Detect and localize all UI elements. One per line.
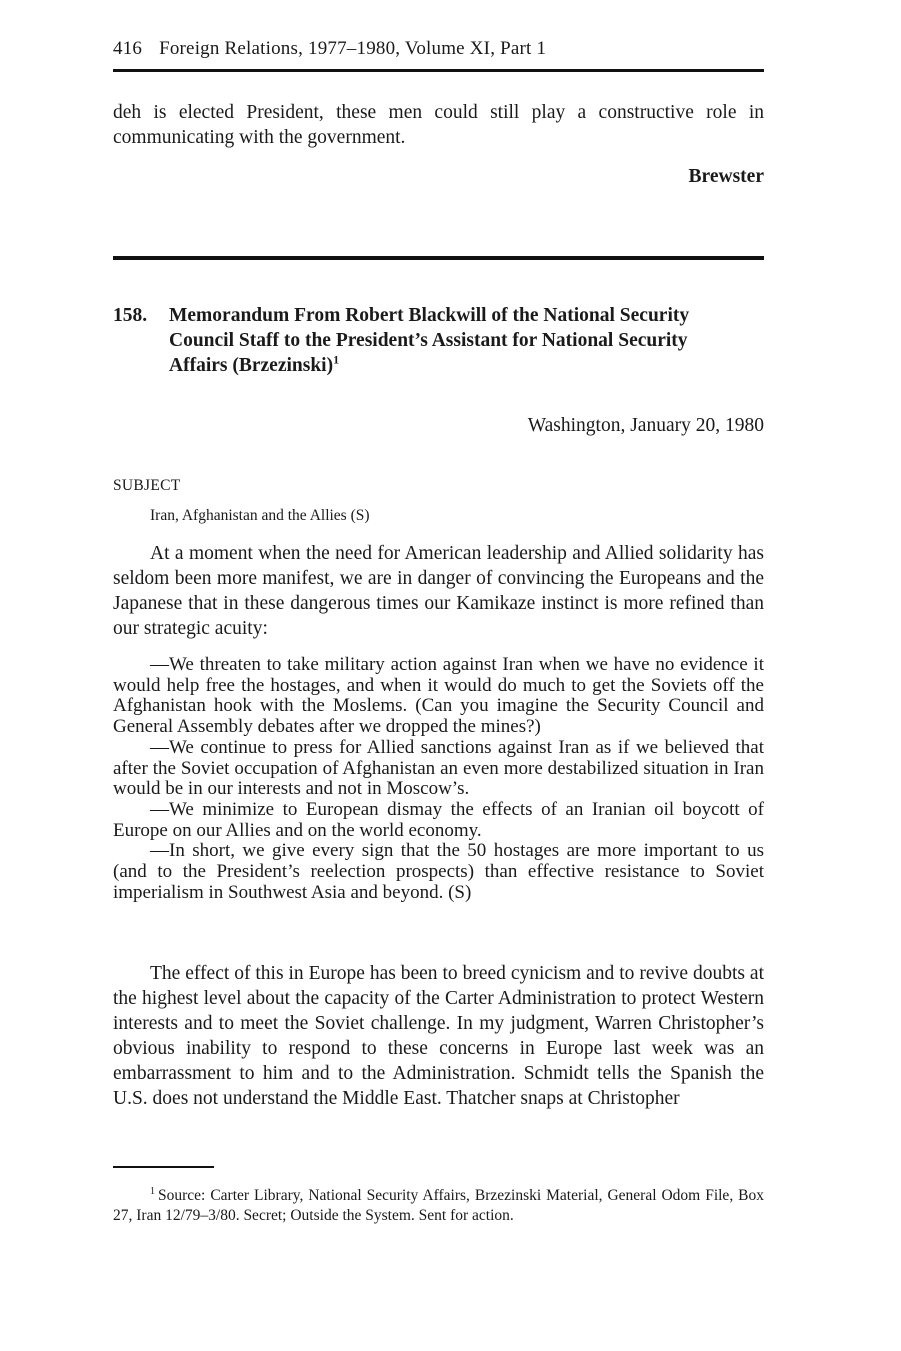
page-number: 416 [113, 38, 143, 59]
header-rule [113, 69, 764, 72]
document-heading [113, 303, 764, 378]
footnote-rule [113, 1166, 214, 1168]
previous-doc-closing-text: deh is elected President, these men could still play a constructive role in communicating with the government. [113, 102, 764, 148]
running-head [113, 38, 764, 60]
subject-text: Iran, Afghanistan and the Allies (S) [150, 507, 370, 524]
document-number: 158. [113, 305, 148, 326]
footnote [113, 1186, 764, 1226]
document-title: Memorandum From Robert Blackwill of the National Security Council Staff to the President’s Assistant for National Security Affairs (Brzezinski) [169, 305, 690, 376]
document-separator-rule [113, 256, 764, 260]
dateline: Washington, January 20, 1980 [527, 415, 764, 436]
body-paragraph-2: The effect of this in Europe has been to breed cynicism and to revive doubts at the highest level about the capacity of the Carter Administration to protect Western interests and to meet the Soviet challenge. In my judgment, Warren Christopher’s obvious inability to respond to these concerns in Europe last week was an embarrassment to him and to the Administration. Schmidt tells the Spanish the U.S. does not understand the Middle East. Thatcher snaps at Christopher [113, 963, 764, 1109]
dash-list [113, 655, 764, 903]
volume-title: Foreign Relations, 1977–1980, Volume XI, Part 1 [159, 38, 547, 59]
dash-item-1: —We threaten to take military action against Iran when we have no evidence it would help free the hostages, and when it would do much to get the Soviets off the Afghanistan hook with the Moslems. (Can you imagine the Security Council and General Assembly debates after we dropped the mines?) [113, 654, 764, 738]
footnote-marker: 1 [150, 1185, 155, 1197]
dash-item-3: —We minimize to European dismay the effects of an Iranian oil boycott of Europe on our Allies and on the world economy. [113, 798, 764, 841]
footnote-text: Source: Carter Library, National Security Affairs, Brzezinski Material, General Odom File, Box 27, Iran 12/79–3/80. Secret; Outside the System. Sent for action. [113, 1187, 764, 1224]
dash-item-2: —We continue to press for Allied sanctions against Iran as if we believed that after the Soviet occupation of Afghanistan an even more destabilized situation in Iran would be in our interests and not in Moscow’s. [113, 736, 764, 800]
signer: Brewster [688, 166, 764, 187]
footnote-ref: 1 [333, 352, 340, 367]
subject-label: SUBJECT [113, 477, 181, 494]
dash-item-4: —In short, we give every sign that the 50 hostages are more important to us (and to the President’s reelection prospects) than effective resistance to Soviet imperialism in Southwest Asia and beyond. (S) [113, 840, 764, 903]
body-paragraph-1: At a moment when the need for American leadership and Allied solidarity has seldom been more manifest, we are in danger of convincing the Europeans and the Japanese that in these dangerous times our Kamikaze instinct is more refined than our strategic acuity: [113, 543, 764, 639]
